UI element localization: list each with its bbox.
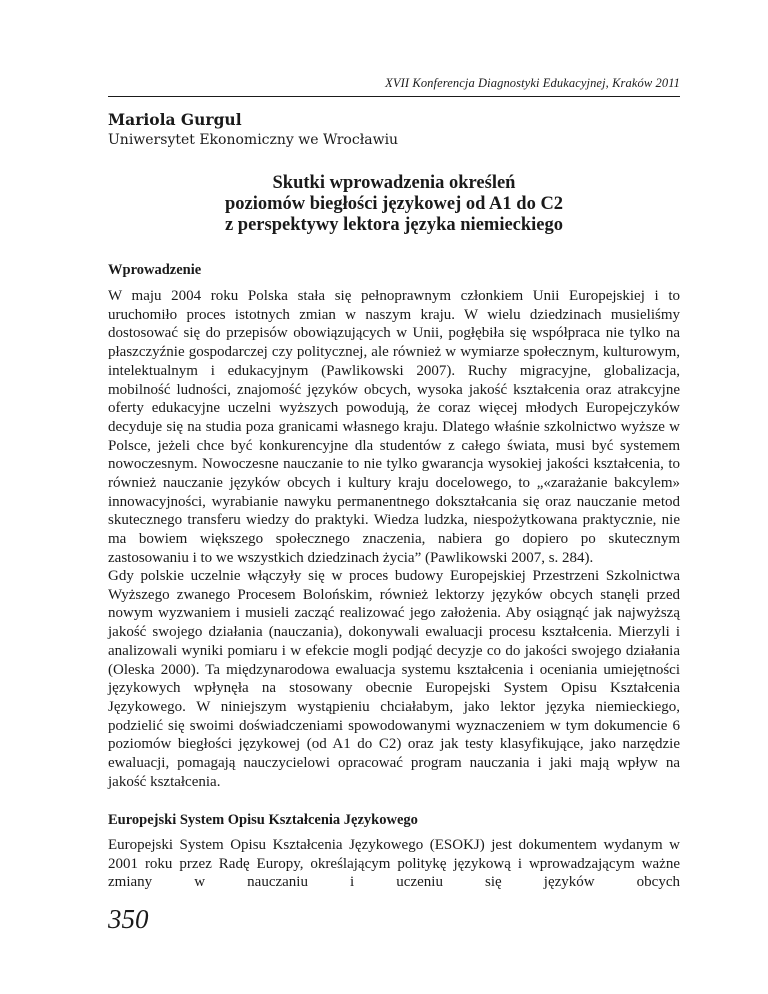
title-line: Skutki wprowadzenia określeń bbox=[272, 173, 516, 193]
title-line: z perspektywy lektora języka niemieckiego bbox=[224, 215, 564, 235]
paragraph: Europejski System Opisu Kształcenia Językowego (ESOKJ) jest dokumentem wydanym w 2001 roku przez Radę Europy, określającym politykę językową i wprowadzającym ważne zmiany w nauczaniu i uczeniu się języków obcych bbox=[108, 837, 680, 891]
paragraph: W maju 2004 roku Polska stała się pełnoprawnym członkiem Unii Europejskiej i to uruchomiło proces istotnych zmian w naszym kraju. W wielu dziedzinach musieliśmy dostosować się do przepisów obowiązujących w Unii, pogłębiła się współpraca nie tylko na płaszczyźnie gospodarczej czy politycznej, ale również w wymiarze społecznym, kulturowym, intelektualnym i edukacyjnym (Pawlikowski 2007). Ruchy migracyjne, globalizacja, mobilność ludności, znajomość języków obcych, wysoka jakość kształcenia oraz atrakcyjne oferty edukacyjne uczelni wyższych powodują, że coraz więcej młodych Europejczyków decyduje się na studia poza granicami własnego kraju. Dlatego właśnie szkolnictwo wyższe w Polsce, jeżeli chce być konkurencyjne dla studentów z całego świata, musi być systemem nowoczesnym. Nowoczesne nauczanie to nie tylko gwarancja wysokiej jakości kształcenia, to również nauczanie języków obcych i kultury kraju docelowego, to „«zarażanie bakcylem» innowacyjności, wyrabianie nawyku permanentnego dokształcania się oraz nauczanie metod skutecznego transferu wiedzy do praktyki. Wiedza ludzka, niespożytkowana praktycznie, nie ma bowiem większego społecznego znaczenia, nabiera go dopiero po skutecznym zastosowaniu i to we wszystkich dziedzinach życia” (Pawlikowski 2007, s. 284). bbox=[108, 288, 680, 566]
title-line: poziomów biegłości językowej od A1 do C2 bbox=[224, 194, 564, 214]
page-number: 350 bbox=[108, 904, 149, 934]
paragraph: Gdy polskie uczelnie włączyły się w proces budowy Europejskiej Przestrzeni Szkolnictwa Wyższego zwanego Procesem Bolońskim, również lektorzy języków obcych stanęli przed nowym wyzwaniem i musieli zacząć realizować jego założenia. Aby osiągnąć jak najwyższą jakość swojego działania (nauczania), dokonywali ewaluacji procesu kształcenia. Mierzyli i analizowali wyniki pomiaru i w efekcie mogli podjąć decyzje co do jakości swojego działania (Oleska 2000). Ta międzynarodowa ewaluacja systemu kształcenia i oceniania umiejętności językowych wpłynęła na stosowany obecnie Europejski System Opisu Kształcenia Językowego. W niniejszym wystąpieniu chciałabym, jako lektor języka niemieckiego, podzielić się swoimi doświadczeniami spowodowanymi wyznaczeniem w tym dokumencie 6 poziomów biegłości językowej (od A1 do C2) oraz jak testy klasyfikujące, jako narzędzie ewaluacji, pomagają nauczycielowi opracować program nauczania i jaki mają wpływ na jakość kształcenia. bbox=[108, 568, 680, 790]
section-heading-intro: Wprowadzenie bbox=[108, 262, 202, 278]
section-heading-esokj: Europejski System Opisu Kształcenia Językowego bbox=[108, 812, 418, 828]
paper-title bbox=[108, 173, 680, 236]
author-affiliation: Uniwersytet Ekonomiczny we Wrocławiu bbox=[108, 132, 399, 148]
running-header: XVII Konferencja Diagnostyki Edukacyjnej, Kraków 2011 bbox=[385, 76, 680, 90]
author-name: Mariola Gurgul bbox=[108, 110, 242, 129]
header-rule bbox=[108, 96, 680, 97]
